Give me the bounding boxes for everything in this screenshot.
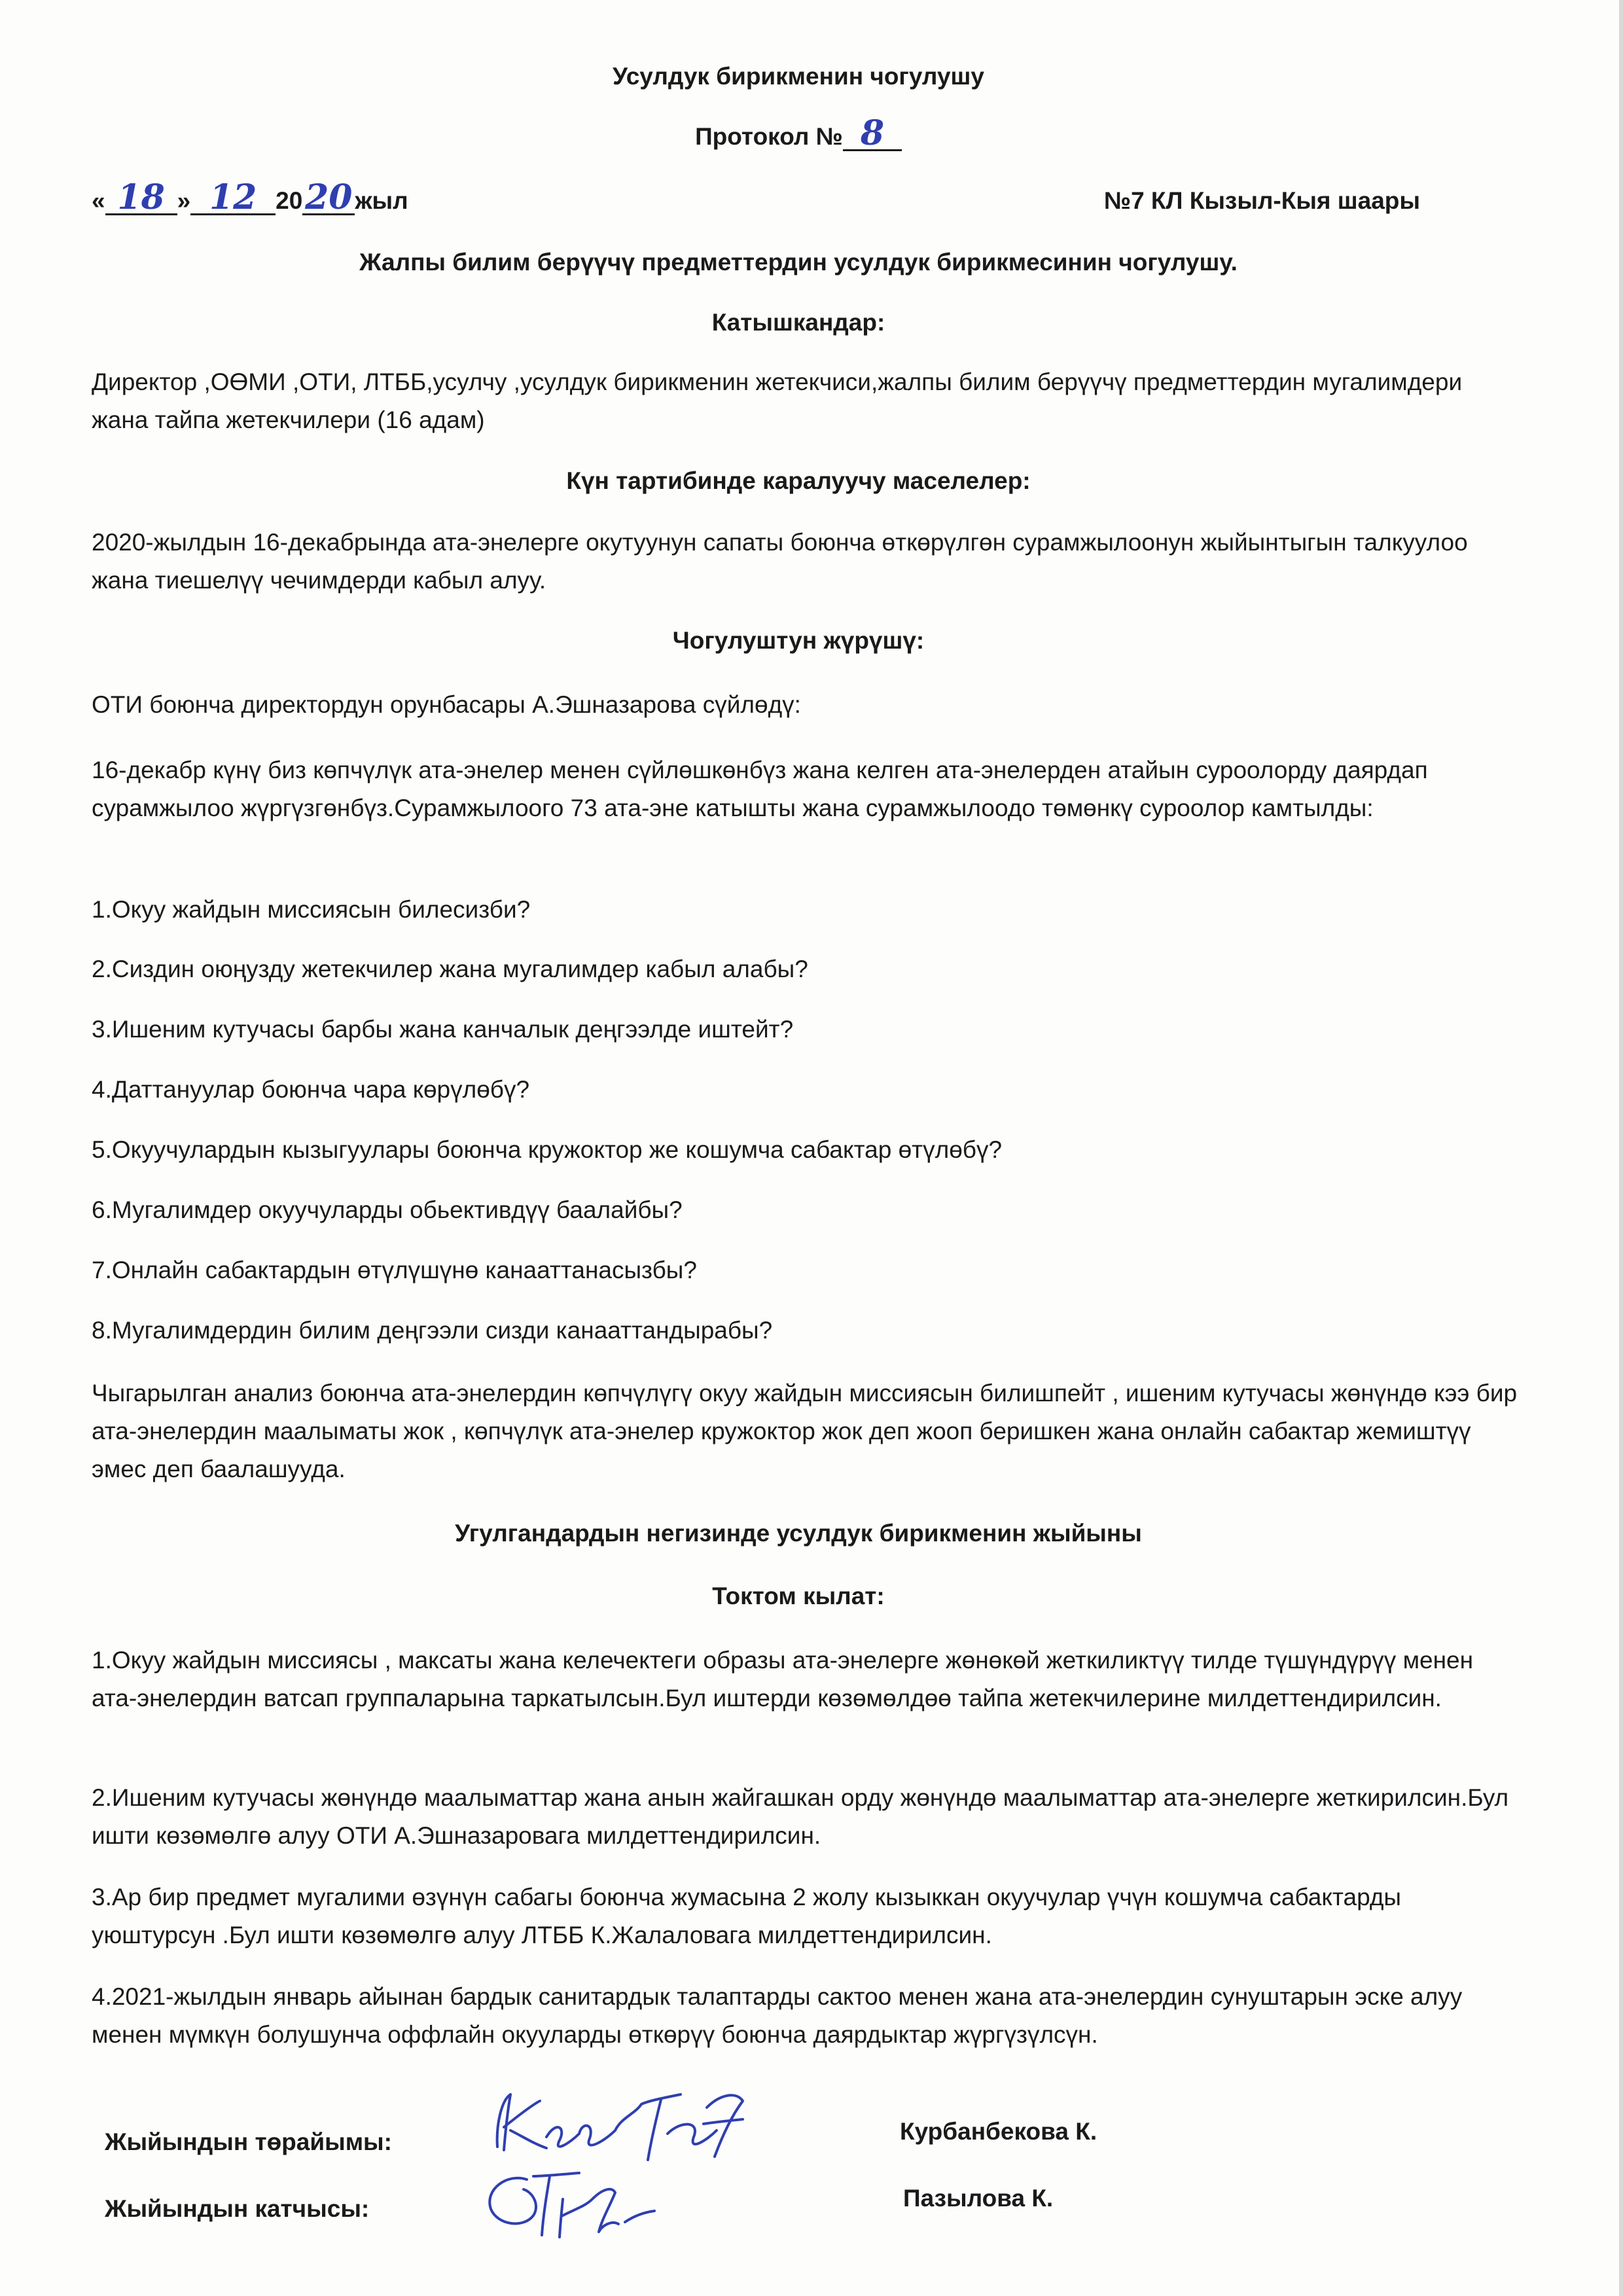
participants-heading: Катышкандар: [711, 309, 885, 336]
resolution-preamble: Угулгандардын негизинде усулдук бирикменин жыйыны [455, 1520, 1142, 1547]
question-item: 4.Даттануулар боюнча чара көрүлөбү? [92, 1076, 530, 1103]
question-item: 6.Мугалимдер окуучуларды обьективдүү баалайбы? [92, 1196, 683, 1223]
resolution-item: 2.Ишеним кутучасы жөнүндө маалыматтар жана анын жайгашкан орду жөнүндө маалыматтар ата-энелерге жеткирилсин.Бул ишти көзөмөлгө алуу ОТИ А.Эшназаровага милдеттендирилсин. [92, 1784, 1509, 1849]
document-title: Усулдук бирикменин чогулушу [613, 63, 984, 90]
date-month: 12 [190, 182, 276, 215]
question-item: 1.Окуу жайдын миссиясын билесизби? [92, 896, 531, 923]
secretary-signature [471, 2160, 668, 2245]
survey-intro: 16-декабр күнү биз көпчүлүк ата-энелер менен сүйлөшкөнбүз жана келген ата-энелерден атайын суроолорду даярдап сурамжылоо жүргүзгөнбүз.Сурамжылоого 73 ата-эне катышты жана сурамжылоодо төмөнкү суроолор камтылды: [92, 757, 1428, 821]
date-close-quote: » [177, 187, 191, 214]
date-year-suffix: 20 [302, 182, 355, 215]
chair-name: Курбанбекова К. [900, 2118, 1097, 2145]
chair-label: Жыйындын төрайымы: [105, 2128, 392, 2155]
resolution-item: 4.2021-жылдын январь айынан бардык санитардык талаптарды сактоо менен жана ата-энелердин сунуштарын эске алуу менен мүмкүн болушунча оффлайн окууларды өткөрүү боюнча даярдыктар жүргүзүлсүн. [92, 1983, 1463, 2048]
participants-text: Директор ,ОӨМИ ,ОТИ, ЛТББ,усулчу ,усулдук бирикменин жетекчиси,жалпы билим берүүчү предметтердин мугалимдери жана тайпа жетекчилери (16 адам) [92, 368, 1463, 433]
date-line [92, 177, 408, 220]
secretary-label: Жыйындын катчысы: [105, 2195, 370, 2222]
date-year-word: жыл [355, 187, 408, 214]
secretary-name: Пазылова К. [903, 2185, 1054, 2212]
protocol-line [92, 113, 1505, 156]
protocol-number: 8 [843, 118, 902, 151]
agenda-text: 2020-жылдын 16-декабрында ата-энелерге окутуунун сапаты боюнча өткөрүлгөн сурамжылоонун жыйынтыгын талкуулоо жана тиешелүү чечимдерди кабыл алуу. [92, 529, 1468, 594]
question-item: 3.Ишеним кутучасы барбы жана канчалык деңгээлде иштейт? [92, 1016, 794, 1043]
question-item: 5.Окуучулардын кызыгуулары боюнча кружоктор же кошумча сабактар өтүлөбү? [92, 1136, 1003, 1163]
resolution-item: 1.Окуу жайдын миссиясы , максаты жана келечектеги образы ата-энелерге жөнөкөй жеткиликтүү тилде түшүндүрүү менен ата-энелердин ватсап группаларына таркатылсын.Бул иштерди көзөмөлдөө тайпа жетекчилерине милдеттендирилсин. [92, 1647, 1474, 1712]
resolution-heading: Токтом кылат: [712, 1583, 885, 1609]
chair-signature [484, 2075, 759, 2173]
question-item: 7.Онлайн сабактардын өтүлүшүнө канааттанасызбы? [92, 1257, 697, 1283]
date-day: 18 [105, 182, 177, 215]
resolution-item: 3.Ар бир предмет мугалими өзүнүн сабагы боюнча жумасына 2 жолу кызыккан окуучулар үчүн кошумча сабактарды уюштурсун .Бул ишти көзөмөлгө алуу ЛТББ К.Жалаловага милдеттендирилсин. [92, 1884, 1401, 1948]
date-open-quote: « [92, 187, 105, 214]
question-item: 2.Сиздин оюңузду жетекчилер жана мугалимдер кабыл алабы? [92, 956, 808, 982]
scan-edge [1619, 0, 1623, 2296]
agenda-heading: Күн тартибинде каралуучу маселелер: [566, 467, 1031, 494]
question-item: 8.Мугалимдердин билим деңгээли сизди канааттандырабы? [92, 1317, 773, 1344]
meeting-subject: Жалпы билим берүүчү предметтердин усулдук бирикмесинин чогулушу. [359, 249, 1238, 276]
date-year-prefix: 20 [276, 187, 303, 214]
proceedings-heading: Чогулуштун жүрүшү: [672, 627, 925, 654]
speaker-line: ОТИ боюнча директордун орунбасары А.Эшназарова сүйлөдү: [92, 691, 801, 718]
analysis-text: Чыгарылган анализ боюнча ата-энелердин көпчүлүгү окуу жайдын миссиясын билишпейт , ишеним кутучасы жөнүндө кээ бир ата-энелердин маалыматы жок , көпчүлүк ата-энелер кружоктор жок деп жооп беришкен жана онлайн сабактар жемиштүү эмес деп баалашууда. [92, 1380, 1518, 1482]
protocol-label: Протокол № [695, 123, 843, 150]
school-name: №7 КЛ Кызыл-Кыя шаары [1103, 187, 1420, 214]
